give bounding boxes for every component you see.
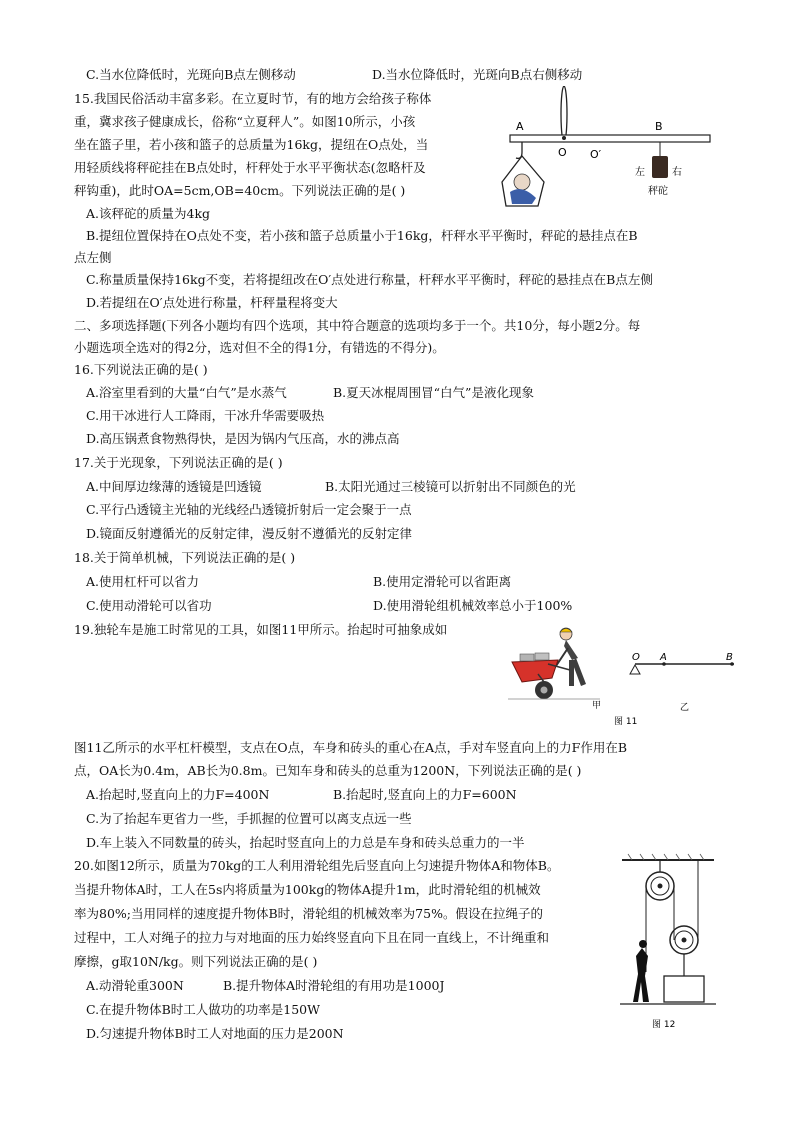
label-yi: 乙 bbox=[680, 703, 690, 713]
q15-option-b: B.提纽位置保持在O点处不变，若小孩和篮子总质量小于16kg，杆秤水平平衡时，秤砣的悬挂点在B bbox=[86, 228, 638, 243]
q19-option-a: A.抬起时,竖直向上的力F=400N bbox=[86, 787, 270, 802]
q15-option-b-cont: 点左侧 bbox=[74, 250, 112, 265]
section-2-heading: 二、多项选择题(下列各小题均有四个选项，其中符合题意的选项均多于一个。共10分，每小题2分。每 bbox=[74, 318, 641, 333]
q16-stem: 16.下列说法正确的是( ) bbox=[74, 362, 208, 377]
q15-option-d: D.若提纽在O′点处进行称量，杆秤量程将变大 bbox=[86, 295, 338, 310]
q15-stem-line: 用轻质线将秤砣挂在B点处时，杆秤处于水平平衡状态(忽略杆及 bbox=[74, 160, 426, 175]
label-jia: 甲 bbox=[592, 701, 602, 711]
q15-option-a: A.该秤砣的质量为4kg bbox=[86, 206, 211, 221]
q17-option-a: A.中间厚边缘薄的透镜是凹透镜 bbox=[86, 479, 262, 494]
q15-stem-line: 15.我国民俗活动丰富多彩。在立夏时节，有的地方会给孩子称体 bbox=[74, 91, 432, 106]
q19-option-c: C.为了抬起车更省力一些，手抓握的位置可以离支点远一些 bbox=[86, 811, 412, 826]
q17-option-c: C.平行凸透镜主光轴的光线经凸透镜折射后一定会聚于一点 bbox=[86, 502, 412, 517]
q19-stem-line: 19.独轮车是施工时常见的工具，如图11甲所示。抬起时可抽象成如 bbox=[74, 622, 448, 637]
q16-option-c: C.用干冰进行人工降雨，干冰升华需要吸热 bbox=[86, 408, 325, 423]
pulley-figure bbox=[616, 852, 720, 1032]
q18-option-d: D.使用滑轮组机械效率总小于100% bbox=[373, 598, 573, 613]
section-2-heading-cont: 小题选项全选对的得2分，选对但不全的得1分，有错选的不得分)。 bbox=[74, 340, 445, 355]
q15-stem-line: 坐在篮子里，若小孩和篮子的总质量为16kg，提纽在O点处，当 bbox=[74, 137, 429, 152]
q14-option-d: D.当水位降低时，光斑向B点右侧移动 bbox=[372, 67, 583, 82]
q20-option-a: A.动滑轮重300N bbox=[86, 978, 184, 993]
q16-option-b: B.夏天冰棍周围冒“白气”是液化现象 bbox=[333, 385, 534, 400]
figure-12-caption: 图 12 bbox=[652, 1020, 676, 1030]
q19-stem-line: 图11乙所示的水平杠杆模型，支点在O点，车身和砖头的重心在A点，手对车竖直向上的力F作用在B bbox=[74, 740, 628, 755]
label-o: O bbox=[632, 652, 640, 663]
q19-option-b: B.抬起时,竖直向上的力F=600N bbox=[333, 787, 517, 802]
q15-option-c: C.称量质量保持16kg不变，若将提纽改在O′点处进行称量，杆秤水平平衡时，秤砣的悬挂点在B点左侧 bbox=[86, 272, 653, 287]
label-o-prime: O′ bbox=[590, 148, 602, 161]
steelyard-figure bbox=[498, 86, 718, 216]
q15-stem-line: 重，冀求孩子健康成长，俗称“立夏秤人”。如图10所示，小孩 bbox=[74, 114, 416, 129]
q20-stem-line: 当提升物体A时，工人在5s内将质量为100kg的物体A提升1m，此时滑轮组的机械效 bbox=[74, 882, 541, 897]
q16-option-d: D.高压锅煮食物熟得快，是因为锅内气压高，水的沸点高 bbox=[86, 431, 400, 446]
q16-option-a: A.浴室里看到的大量“白气”是水蒸气 bbox=[86, 385, 287, 400]
q18-option-a: A.使用杠杆可以省力 bbox=[86, 574, 200, 589]
q20-option-c: C.在提升物体B时工人做功的功率是150W bbox=[86, 1002, 320, 1017]
q14-option-c: C.当水位降低时，光斑向B点左侧移动 bbox=[86, 67, 296, 82]
label-a: A bbox=[516, 120, 524, 133]
q18-option-c: C.使用动滑轮可以省功 bbox=[86, 598, 212, 613]
label-b: B bbox=[726, 652, 733, 663]
q18-stem: 18.关于简单机械，下列说法正确的是( ) bbox=[74, 550, 296, 565]
label-o: O bbox=[558, 146, 567, 159]
wheelbarrow-figure bbox=[508, 624, 748, 728]
label-b: B bbox=[655, 120, 663, 133]
q19-stem-line: 点，OA长为0.4m，AB长为0.8m。已知车身和砖头的总重为1200N，下列说法正确的是( ) bbox=[74, 763, 582, 778]
label-weight: 秤砣 bbox=[648, 186, 668, 197]
q20-option-b: B.提升物体A时滑轮组的有用功是1000J bbox=[223, 978, 445, 993]
q20-option-d: D.匀速提升物体B时工人对地面的压力是200N bbox=[86, 1026, 344, 1041]
q20-stem-line: 摩擦，g取10N/kg。则下列说法正确的是( ) bbox=[74, 954, 318, 969]
q20-stem-line: 20.如图12所示，质量为70kg的工人利用滑轮组先后竖直向上匀速提升物体A和物体B。 bbox=[74, 858, 560, 873]
label-a: A bbox=[660, 652, 667, 663]
q18-option-b: B.使用定滑轮可以省距离 bbox=[373, 574, 512, 589]
q17-option-b: B.太阳光通过三棱镜可以折射出不同颜色的光 bbox=[325, 479, 576, 494]
q20-stem-line: 率为80%;当用同样的速度提升物体B时，滑轮组的机械效率为75%。假设在拉绳子的 bbox=[74, 906, 543, 921]
q19-option-d: D.车上装入不同数量的砖头，抬起时竖直向上的力总是车身和砖头总重力的一半 bbox=[86, 835, 525, 850]
q20-stem-line: 过程中，工人对绳子的拉力与对地面的压力始终竖直向下且在同一直线上，不计绳重和 bbox=[74, 930, 550, 945]
label-right: 右 bbox=[672, 167, 682, 178]
figure-11-caption: 图 11 bbox=[614, 717, 638, 727]
q17-stem: 17.关于光现象，下列说法正确的是( ) bbox=[74, 455, 283, 470]
q17-option-d: D.镜面反射遵循光的反射定律，漫反射不遵循光的反射定律 bbox=[86, 526, 413, 541]
label-left: 左 bbox=[635, 167, 645, 178]
q15-stem-line: 秤钩重)，此时OA=5cm,OB=40cm。下列说法正确的是( ) bbox=[74, 183, 406, 198]
